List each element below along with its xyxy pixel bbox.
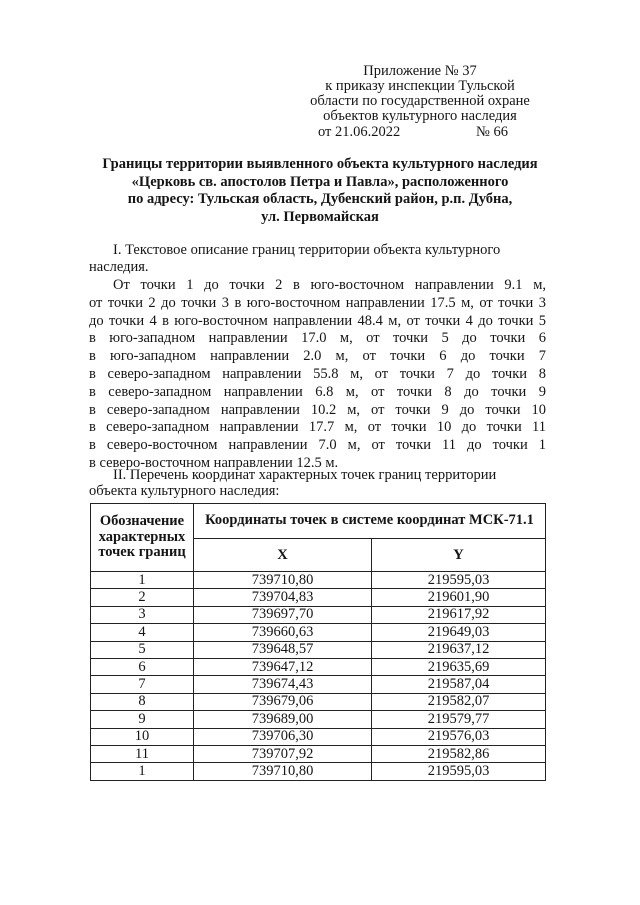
x-cell: 739704,83 — [194, 589, 372, 606]
description-line: От точки 1 до точки 2 в юго-восточном направлении 9.1 м, — [113, 277, 546, 293]
x-cell: 739648,57 — [194, 641, 372, 658]
coordinates-table — [90, 503, 546, 781]
point-cell: 1 — [91, 763, 194, 780]
order-date-line — [318, 125, 528, 140]
header-line: к приказу инспекции Тульской — [325, 78, 515, 94]
point-cell: 2 — [91, 589, 194, 606]
description-line: в северо-западном направлении 17.7 м, от точки 10 до точки 11 — [89, 419, 546, 436]
document-title — [80, 156, 560, 226]
y-cell: 219576,03 — [372, 728, 546, 745]
table-row — [91, 728, 546, 745]
y-cell: 219649,03 — [372, 624, 546, 641]
table-row — [91, 676, 546, 693]
y-cell: 219579,77 — [372, 711, 546, 728]
header-line: области по государственной охране — [310, 93, 530, 109]
description-line: в северо-западном направлении 10.2 м, от точки 9 до точки 10 — [89, 401, 546, 418]
description-line: до точки 4 в юго-восточном направлении 48.4 м, от точки 4 до точки 5 — [89, 312, 546, 329]
table-row — [91, 589, 546, 606]
y-cell: 219601,90 — [372, 589, 546, 606]
x-cell: 739710,80 — [194, 572, 372, 589]
point-cell: 9 — [91, 711, 194, 728]
point-cell: 1 — [91, 572, 194, 589]
point-cell: 8 — [91, 693, 194, 710]
x-cell: 739674,43 — [194, 676, 372, 693]
table-row — [91, 658, 546, 675]
table-row — [91, 745, 546, 762]
description-line: в северо-западном направлении 6.8 м, от точки 8 до точки 9 — [89, 383, 546, 400]
y-header: Y — [372, 539, 546, 572]
order-number: № 66 — [476, 124, 508, 140]
x-cell: 739697,70 — [194, 606, 372, 623]
description-line: в юго-западном направлении 2.0 м, от точки 6 до точки 7 — [89, 348, 546, 365]
description-line: в северо-восточном направлении 12.5 м. — [89, 454, 339, 471]
coordinate-system-header: Координаты точек в системе координат МСК-71.1 — [194, 504, 546, 539]
y-cell: 219595,03 — [372, 572, 546, 589]
section1-heading-text: I. Текстовое описание границ территории объекта культурного наследия. — [89, 242, 501, 275]
y-cell: 219582,86 — [372, 745, 546, 762]
x-cell: 739689,00 — [194, 711, 372, 728]
y-cell: 219635,69 — [372, 658, 546, 675]
x-cell: 739679,06 — [194, 693, 372, 710]
header-line: объектов культурного наследия — [323, 108, 517, 124]
y-cell: 219617,92 — [372, 606, 546, 623]
title-line: по адресу: Тульская область, Дубенский район, р.п. Дубна, — [127, 191, 513, 207]
table-row — [91, 711, 546, 728]
description-line: в северо-восточном направлении 7.0 м, от точки 11 до точки 1 — [89, 437, 546, 454]
table-row — [91, 606, 546, 623]
description-line: в северо-западном направлении 55.8 м, от точки 7 до точки 8 — [89, 365, 546, 382]
table-row — [91, 763, 546, 780]
y-cell: 219637,12 — [372, 641, 546, 658]
title-line: ул. Первомайская — [261, 208, 379, 225]
order-date: от 21.06.2022 — [318, 124, 401, 140]
section2-heading-text: II. Перечень координат характерных точек границ территории объекта культурного наследия: — [89, 467, 497, 499]
description-line: от точки 2 до точки 3 в юго-восточном направлении 17.5 м, от точки 3 — [89, 294, 546, 311]
point-cell: 6 — [91, 658, 194, 675]
table-row — [91, 641, 546, 658]
title-line: Границы территории выявленного объекта культурного наследия — [102, 156, 538, 172]
point-cell: 7 — [91, 676, 194, 693]
point-cell: 5 — [91, 641, 194, 658]
point-cell: 3 — [91, 606, 194, 623]
boundary-description — [89, 277, 546, 473]
section1-heading — [89, 242, 546, 276]
y-cell: 219587,04 — [372, 676, 546, 693]
table-row — [91, 624, 546, 641]
point-cell: 10 — [91, 728, 194, 745]
x-cell: 739710,80 — [194, 763, 372, 780]
point-cell: 11 — [91, 745, 194, 762]
x-cell: 739660,63 — [194, 624, 372, 641]
y-cell: 219582,07 — [372, 693, 546, 710]
description-line: в юго-западном направлении 17.0 м, от точки 5 до точки 6 — [89, 330, 546, 347]
coordinates-body — [91, 572, 546, 781]
title-line: «Церковь св. апостолов Петра и Павла», расположенного — [131, 173, 509, 190]
appendix-number: Приложение № 37 — [363, 63, 477, 79]
point-cell: 4 — [91, 624, 194, 641]
x-cell: 739706,30 — [194, 728, 372, 745]
section2-heading — [89, 467, 546, 499]
x-cell: 739707,92 — [194, 745, 372, 762]
point-label-header: Обозначение характерных точек границ — [91, 504, 194, 572]
table-row — [91, 693, 546, 710]
appendix-header — [300, 64, 540, 124]
x-header: X — [194, 539, 372, 572]
table-row — [91, 572, 546, 589]
x-cell: 739647,12 — [194, 658, 372, 675]
y-cell: 219595,03 — [372, 763, 546, 780]
